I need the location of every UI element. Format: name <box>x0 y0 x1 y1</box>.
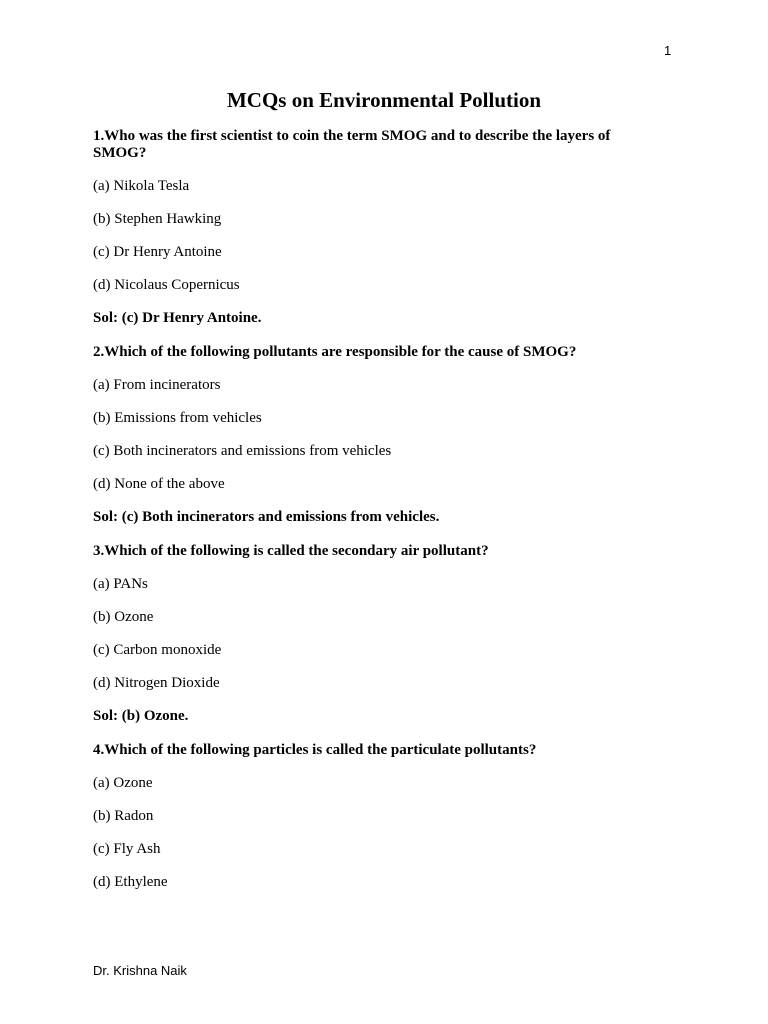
answer-option: (c) Fly Ash <box>93 841 161 857</box>
solution-text: Sol: (c) Dr Henry Antoine. <box>93 310 262 326</box>
answer-option: (c) Both incinerators and emissions from vehicles <box>93 443 392 459</box>
answer-option: (b) Emissions from vehicles <box>93 410 262 426</box>
question-text: 4.Which of the following particles is called the particulate pollutants? <box>93 742 537 758</box>
question-block <box>93 543 653 725</box>
question-list <box>93 128 653 907</box>
question-text: 1.Who was the first scientist to coin the term SMOG and to describe the layers of SMOG? <box>93 128 611 161</box>
answer-option: (c) Carbon monoxide <box>93 642 222 658</box>
question-block <box>93 344 653 526</box>
question-text: 2.Which of the following pollutants are responsible for the cause of SMOG? <box>93 344 577 360</box>
answer-option: (b) Stephen Hawking <box>93 211 222 227</box>
answer-option: (a) PANs <box>93 576 148 592</box>
answer-option: (a) Nikola Tesla <box>93 178 190 194</box>
footer-author: Dr. Krishna Naik <box>93 963 187 978</box>
page-number: 1 <box>664 43 672 58</box>
question-block <box>93 742 653 891</box>
answer-option: (a) From incinerators <box>93 377 221 393</box>
question-block <box>93 128 653 327</box>
answer-option: (b) Ozone <box>93 609 154 625</box>
answer-option: (d) Nitrogen Dioxide <box>93 675 220 691</box>
question-text: 3.Which of the following is called the secondary air pollutant? <box>93 543 489 559</box>
answer-option: (d) Ethylene <box>93 874 168 890</box>
solution-text: Sol: (b) Ozone. <box>93 708 189 724</box>
solution-text: Sol: (c) Both incinerators and emissions from vehicles. <box>93 509 440 525</box>
answer-option: (a) Ozone <box>93 775 153 791</box>
answer-option: (b) Radon <box>93 808 154 824</box>
answer-option: (c) Dr Henry Antoine <box>93 244 222 260</box>
page-title: MCQs on Environmental Pollution <box>226 88 542 112</box>
answer-option: (d) None of the above <box>93 476 225 492</box>
answer-option: (d) Nicolaus Copernicus <box>93 277 240 293</box>
